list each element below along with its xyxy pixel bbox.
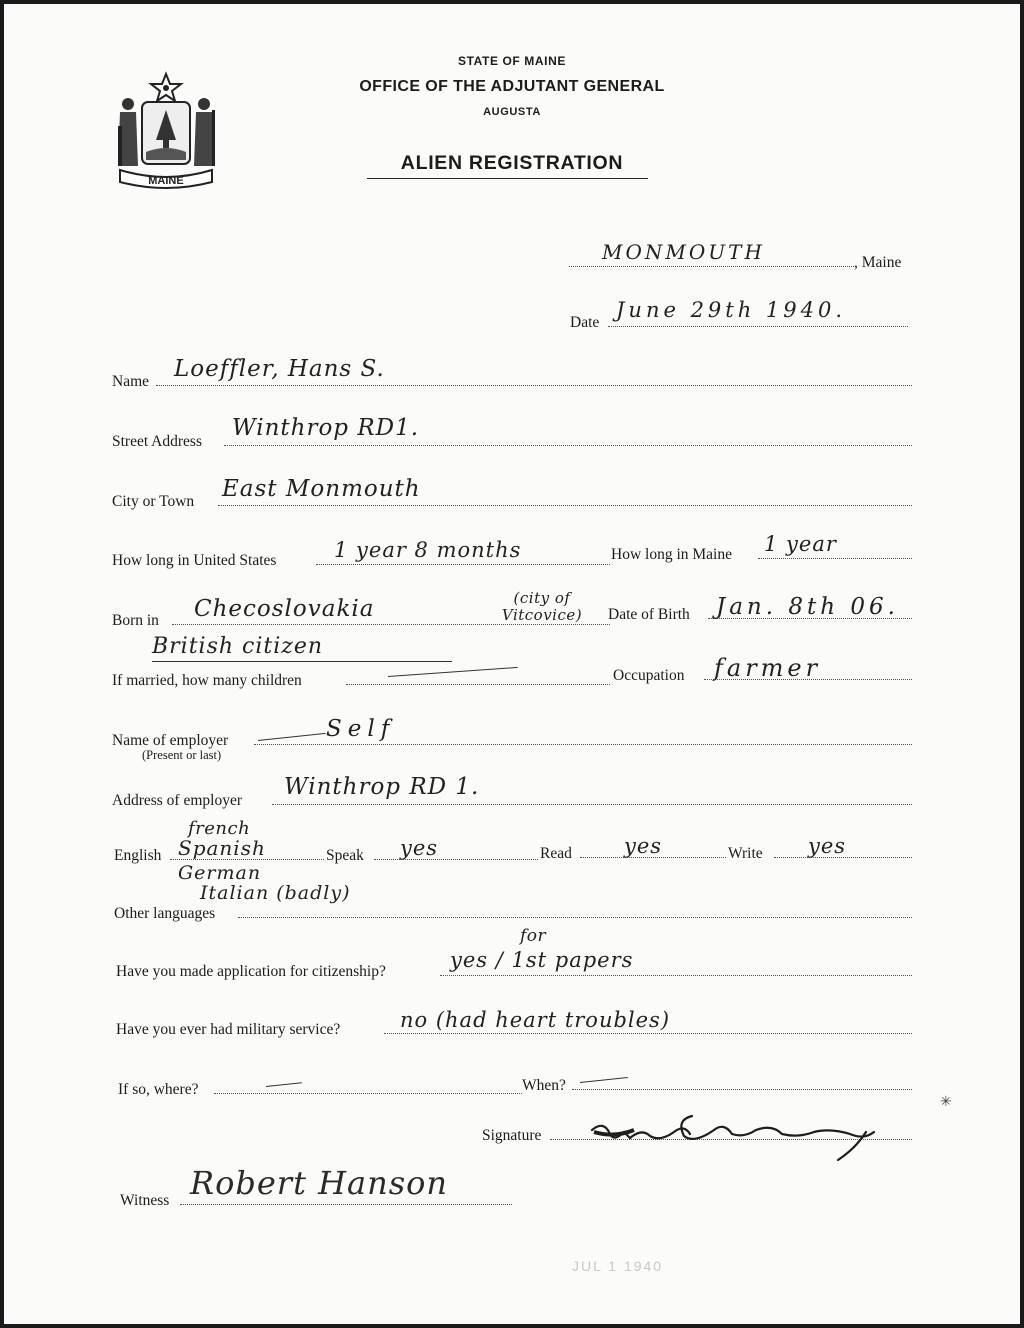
witness-line [180,1204,512,1205]
when-dash [580,1077,628,1083]
when-label: When? [522,1077,566,1094]
where-line [214,1093,522,1094]
speak-value: yes [400,836,439,860]
maine-label: , Maine [854,254,902,271]
employer-line [254,744,912,745]
born-in-line [172,624,610,625]
city-line [218,505,912,506]
stray-mark: ✳ [940,1095,952,1110]
citizenship-line [440,975,912,976]
dob-value: Jan. 8th 06. [716,594,899,620]
title-underline [367,178,648,179]
applicant-signature [584,1108,884,1168]
write-label: Write [728,845,763,862]
office-name: OFFICE OF THE ADJUTANT GENERAL [359,78,665,95]
other-languages-value: Italian (badly) [200,882,351,904]
citizenship-label: Have you made application for citizenship? [116,963,386,980]
born-in-note: (city of Vitcovice) [501,589,583,624]
occupation-label: Occupation [613,667,685,684]
how-long-us-label: How long in United States [112,552,277,569]
street-line [224,445,912,446]
name-line [156,385,912,386]
married-line [346,684,610,685]
how-long-maine-line [758,558,912,559]
how-long-maine-label: How long in Maine [611,546,732,563]
military-value: no (had heart troubles) [400,1008,671,1032]
city-label: City or Town [112,493,195,510]
city-value: East Monmouth [222,476,421,502]
where-label: If so, where? [118,1081,199,1098]
speak-line [374,859,538,860]
other-languages-line [238,917,912,918]
employer-label: Name of employer [112,732,229,749]
town-value: MONMOUTH [602,240,765,264]
speak-label: Speak [326,847,364,864]
employer-address-label: Address of employer [112,792,242,809]
street-value: Winthrop RD1. [232,415,420,441]
citizen-underline [152,661,452,662]
citizen-note: British citizen [152,634,324,659]
employer-note: (Present or last) [142,748,222,762]
form-title: ALIEN REGISTRATION [400,152,624,174]
date-value: June 29th 1940. [616,298,847,322]
born-in-label: Born in [112,612,159,629]
how-long-maine-value: 1 year [764,532,837,556]
dob-label: Date of Birth [608,606,690,623]
date-label: Date [570,314,600,331]
employer-value: Self [326,716,396,742]
write-value: yes [808,834,847,858]
witness-signature: Robert Hanson [190,1164,448,1202]
english-below-value: German [178,862,262,884]
when-line [572,1089,912,1090]
citizenship-above-value: for [520,926,547,946]
employer-address-value: Winthrop RD 1. [284,774,480,800]
married-label: If married, how many children [112,672,302,689]
name-value: Loeffler, Hans S. [174,356,385,382]
signature-label: Signature [482,1127,542,1144]
witness-label: Witness [120,1192,170,1209]
how-long-us-line [316,564,610,565]
employer-address-line [272,804,912,805]
svg-text:MAINE: MAINE [148,175,184,187]
born-in-value: Checoslovakia [194,596,375,622]
where-dash [266,1082,302,1087]
citizenship-value: yes / 1st papers [450,948,634,972]
employer-dash [258,733,326,741]
read-value: yes [624,834,663,858]
english-value: Spanish [178,836,266,860]
town-line [569,266,854,267]
city-name: AUGUSTA [483,106,541,118]
married-dash [388,667,518,677]
name-label: Name [112,373,150,390]
military-label: Have you ever had military service? [116,1021,341,1038]
occupation-value: farmer [714,654,822,682]
other-languages-label: Other languages [114,905,216,922]
military-line [384,1033,912,1034]
read-label: Read [540,845,572,862]
alien-registration-form [4,4,1020,1324]
date-line [608,326,908,327]
english-label: English [114,847,162,864]
english-above-value: french [188,818,251,839]
how-long-us-value: 1 year 8 months [334,538,522,562]
street-label: Street Address [112,433,202,450]
received-stamp: JUL 1 1940 [572,1258,664,1274]
state-name: STATE OF MAINE [458,54,566,68]
